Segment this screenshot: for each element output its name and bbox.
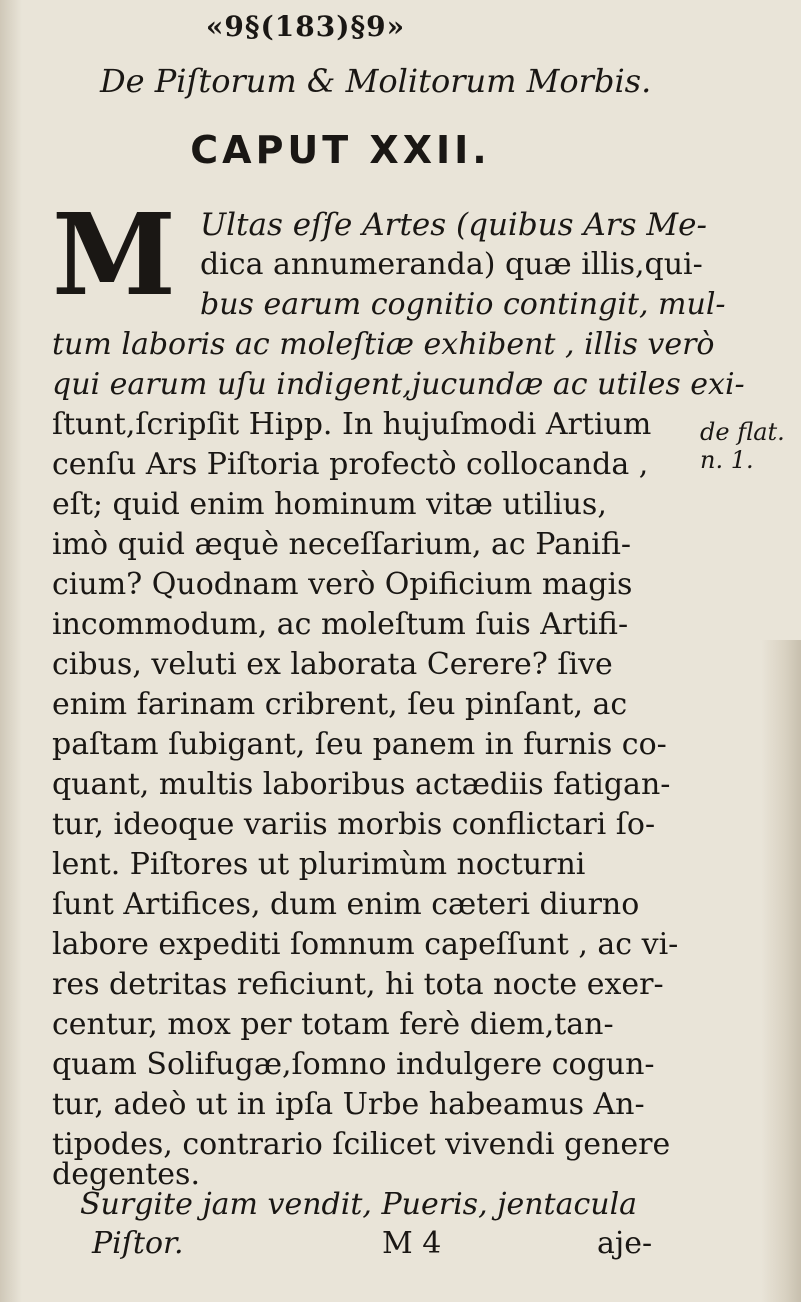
text-line: degentes. bbox=[52, 1157, 200, 1192]
text-line: incommodum, ac moleſtum ſuis Artifi- bbox=[52, 607, 629, 642]
text-line: dica annumeranda) quæ illis,qui- bbox=[200, 247, 703, 282]
text-line: centur, mox per totam ferè diem,tan- bbox=[52, 1007, 614, 1042]
text-line: bus earum cognitio contingit, mul- bbox=[200, 287, 726, 322]
text-line: tur, ideoque variis morbis conflictari ſo- bbox=[52, 807, 656, 842]
text-line: imò quid æquè neceſſarium, ac Panifi- bbox=[52, 527, 632, 562]
chapter-heading bbox=[0, 128, 801, 172]
signature-mark: M 4 bbox=[382, 1226, 442, 1261]
catchline: Piſtor. bbox=[92, 1226, 184, 1261]
text-line: Ultas eſſe Artes (quibus Ars Me- bbox=[200, 207, 707, 243]
text-line: labore expediti ſomnum capeſſunt , ac vi- bbox=[52, 927, 679, 962]
text-line: cibus, veluti ex laborata Cerere? ſive bbox=[52, 647, 613, 682]
margin-note: n. 1. bbox=[700, 446, 754, 474]
text-line: lent. Piſtores ut plurimùm nocturni bbox=[52, 847, 586, 882]
drop-cap: M bbox=[52, 190, 176, 321]
text-line: tur, adeò ut in ipſa Urbe habeamus An- bbox=[52, 1087, 645, 1122]
text-line: ſtunt,ſcripſit Hipp. In hujuſmodi Artium bbox=[52, 407, 652, 442]
text-line: cium? Quodnam verò Opificium magis bbox=[52, 567, 633, 602]
text-line: ſunt Artifices, dum enim cæteri diurno bbox=[52, 887, 640, 922]
text-line: tum laboris ac moleſtiæ exhibent , illis verò bbox=[52, 327, 715, 362]
running-title: De Piſtorum & Molitorum Morbis. bbox=[100, 62, 652, 100]
text-line: qui earum uſu indigent,jucundæ ac utiles exi- bbox=[52, 367, 745, 402]
page-edge-shadow bbox=[761, 640, 801, 1302]
text-line: quam Solifugæ,ſomno indulgere cogun- bbox=[52, 1047, 655, 1082]
text-line: quant, multis laboribus actædiis fatigan- bbox=[52, 767, 671, 802]
page-header bbox=[0, 10, 801, 43]
margin-note: de flat. bbox=[700, 418, 785, 446]
page-number: «9§(183)§9» bbox=[205, 10, 406, 43]
text-line: Surgite jam vendit, Pueris, jentacula bbox=[80, 1187, 638, 1222]
text-line: res detritas reficiunt, hi tota nocte exer- bbox=[52, 967, 664, 1002]
chapter-title: CAPUT XXII. bbox=[190, 128, 491, 172]
text-line: enim farinam cribrent, ſeu pinſant, ac bbox=[52, 687, 628, 722]
text-line: eſt; quid enim hominum vitæ utilius, bbox=[52, 487, 607, 522]
text-line: paſtam ſubigant, ſeu panem in furnis co- bbox=[52, 727, 667, 762]
custos-word: aje- bbox=[597, 1226, 653, 1261]
page-gutter-shadow bbox=[0, 0, 22, 1302]
text-line: tipodes, contrario ſcilicet vivendi genere bbox=[52, 1127, 671, 1162]
text-line: cenſu Ars Piſtoria profectò collocanda , bbox=[52, 447, 649, 482]
